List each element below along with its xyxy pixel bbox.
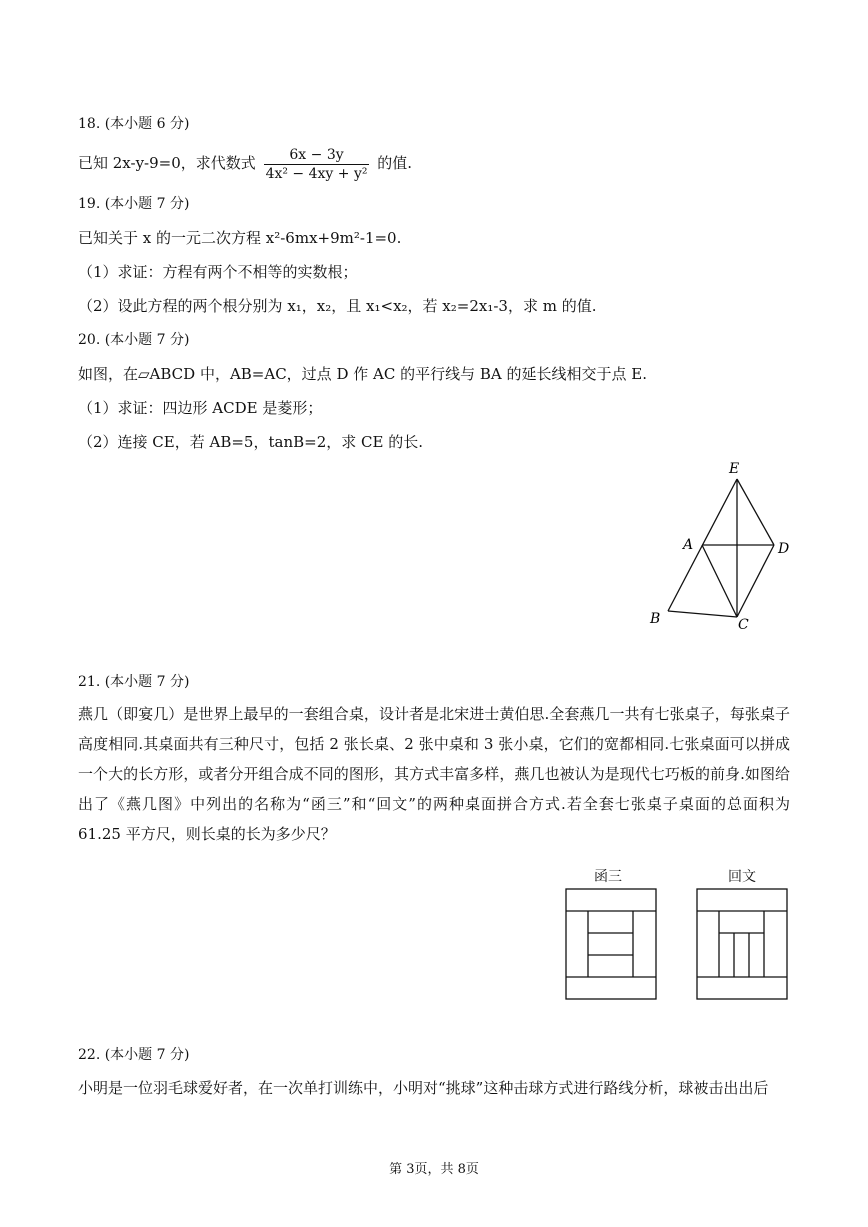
q18-fraction bbox=[264, 146, 370, 183]
q19-stem: 已知关于 x 的一元二次方程 x²-6mx+9m²-1=0. bbox=[78, 229, 402, 247]
q22-header: 22. (本小题 7 分) bbox=[78, 1047, 190, 1063]
q20-part2: （2）连接 CE，若 AB=5，tanB=2，求 CE 的长. bbox=[78, 433, 423, 451]
q19-part1: （1）求证：方程有两个不相等的实数根； bbox=[78, 263, 358, 281]
segment-BC bbox=[668, 611, 737, 617]
figure-label-hansan: 函三 bbox=[594, 869, 622, 885]
q18-text-before: 已知 2x-y-9=0，求代数式 bbox=[78, 154, 256, 172]
q20-figure bbox=[640, 455, 800, 635]
figure-huiwen bbox=[696, 888, 789, 1000]
label-C: C bbox=[738, 617, 749, 633]
q19-header: 19. (本小题 7 分) bbox=[78, 196, 190, 212]
label-A: A bbox=[683, 537, 694, 553]
q21-body: 燕几（即宴几）是世界上最早的一套组合桌，设计者是北宋进士黄伯思.全套燕几一共有七张桌子，每张桌子高度相同.其桌面共有三种尺寸，包括 2 张长桌、2 张中桌和 3 张小桌，它们的宽都相同.七张桌面可以拼成一个大的长方形，或者分开组合成不同的图形，其方式丰富多样，燕几也被认为是现代七巧板的前身.如图给出了《燕几图》中列出的名称为“函三”和“回文”的两种桌面拼合方式.若全套七张桌子桌面的总面积为 61.25 平方尺，则长桌的长为多少尺？ bbox=[78, 705, 790, 843]
segment-ED bbox=[737, 479, 774, 545]
q20-header: 20. (本小题 7 分) bbox=[78, 332, 190, 348]
q20-stem: 如图，在▱ABCD 中，AB=AC，过点 D 作 AC 的平行线与 BA 的延长线相交于点 E. bbox=[78, 365, 647, 383]
q19-part2: （2）设此方程的两个根分别为 x₁，x₂，且 x₁<x₂，若 x₂=2x₁-3，求 m 的值. bbox=[78, 297, 597, 315]
label-B: B bbox=[650, 611, 661, 627]
page-footer: 第 3页，共 8页 bbox=[389, 1162, 479, 1177]
q22-body: 小明是一位羽毛球爱好者，在一次单打训练中，小明对“挑球”这种击球方式进行路线分析，球被击出出后 bbox=[78, 1079, 769, 1097]
q18-text-after: 的值. bbox=[377, 154, 413, 172]
figure-label-huiwen: 回文 bbox=[728, 869, 756, 885]
q21-header: 21. (本小题 7 分) bbox=[78, 674, 190, 690]
segment-DC bbox=[737, 545, 774, 617]
outer-rect bbox=[697, 889, 787, 999]
outer-rect bbox=[566, 889, 656, 999]
figure-hansan bbox=[565, 888, 658, 1000]
q18-fraction-numerator: 6x − 3y bbox=[264, 146, 370, 165]
label-D: D bbox=[778, 541, 790, 557]
label-E: E bbox=[729, 461, 740, 477]
q18-header: 18. (本小题 6 分) bbox=[78, 116, 190, 132]
q18-stem bbox=[78, 144, 412, 183]
q18-fraction-denominator: 4x² − 4xy + y² bbox=[265, 165, 368, 182]
q20-part1: （1）求证：四边形 ACDE 是菱形； bbox=[78, 399, 323, 417]
segment-AC bbox=[702, 545, 737, 617]
